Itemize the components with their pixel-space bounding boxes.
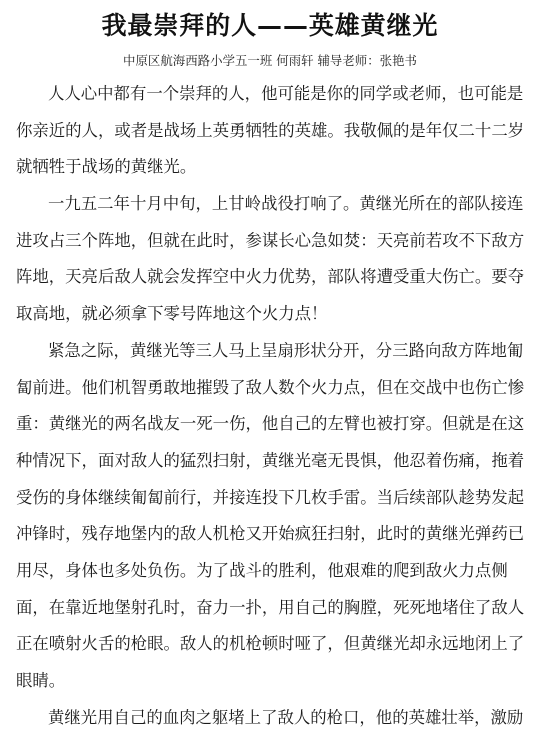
text-line: 正在喷射火舌的枪眼。敌人的机枪顿时哑了，但黄继光却永远地闭上了 <box>16 634 525 654</box>
text-line: 人人心中都有一个崇拜的人，他可能是你的同学或老师，也可能是 <box>48 84 524 103</box>
text-line: 黄继光用自己的血肉之躯堵上了敌人的枪口，他的英雄壮举，激励 <box>48 707 524 727</box>
author-byline: 中原区航海西路小学五一班 何雨轩 辅导老师：张艳书 <box>123 53 417 68</box>
page-title: 我最崇拜的人——英雄黄继光 <box>101 11 439 40</box>
text-line: 重：黄继光的两名战友一死一伤，他自己的左臂也被打穿。但就是在这 <box>16 414 525 434</box>
text-line: 一九五二年十月中旬，上甘岭战役打响了。黄继光所在的部队接连 <box>48 194 524 214</box>
text-line: 用尽，身体也多处负伤。为了战斗的胜利，他艰难的爬到敌火力点侧 <box>16 560 508 580</box>
text-line: 眼睛。 <box>16 671 66 690</box>
essay-body <box>16 76 528 736</box>
text-line: 就牺牲于战场的黄继光。 <box>16 157 197 177</box>
text-line: 受伤的身体继续匍匐前行，并接连投下几枚手雷。当后续部队趁势发起 <box>16 487 525 507</box>
text-line: 匐前进。他们机智勇敢地摧毁了敌人数个火力点，但在交战中也伤亡惨 <box>16 377 525 397</box>
text-line: 种情况下，面对敌人的猛烈扫射，黄继光毫无畏惧，他忍着伤痛，拖着 <box>16 450 525 470</box>
text-line: 进攻占三个阵地，但就在此时，参谋长心急如焚：天亮前若攻不下敌方 <box>16 230 525 250</box>
text-line: 你亲近的人，或者是战场上英勇牺牲的英雄。我敬佩的是年仅二十二岁 <box>16 120 525 140</box>
text-line: 紧急之际，黄继光等三人马上呈扇形状分开，分三路向敌方阵地匍 <box>48 340 524 360</box>
text-line: 冲锋时，残存地堡内的敌人机枪又开始疯狂扫射，此时的黄继光弹药已 <box>16 524 525 544</box>
text-line: 面，在靠近地堡射孔时，奋力一扑，用自己的胸膛，死死地堵住了敌人 <box>16 597 525 617</box>
text-line: 阵地，天亮后敌人就会发挥空中火力优势，部队将遭受重大伤亡。要夺 <box>16 267 525 287</box>
text-line: 取高地，就必须拿下零号阵地这个火力点！ <box>16 304 328 324</box>
